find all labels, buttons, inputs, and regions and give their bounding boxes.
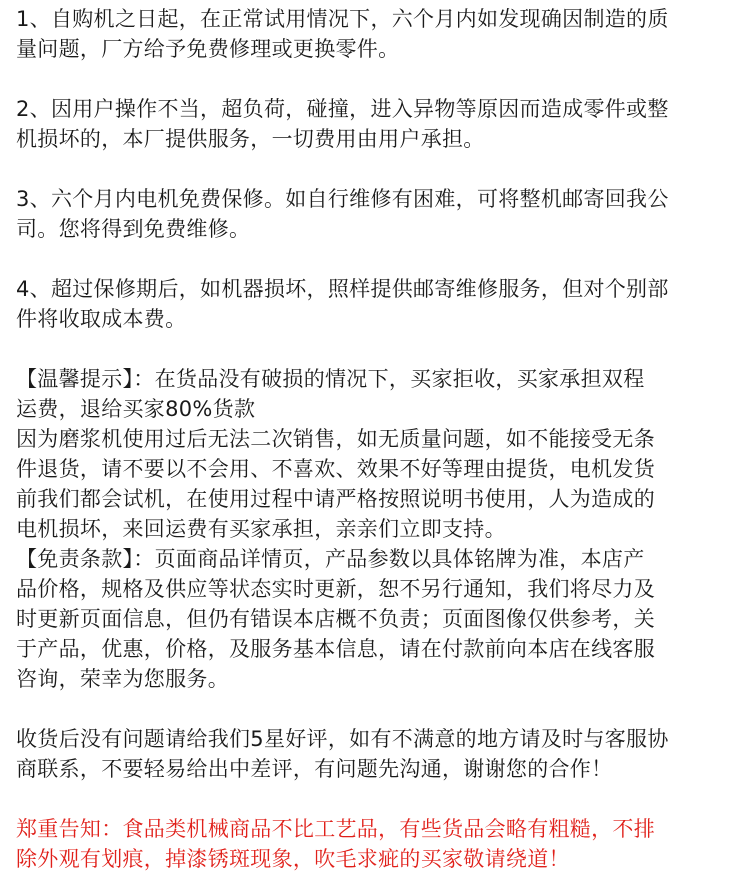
spacer	[16, 244, 738, 274]
review-request: 收货后没有问题请给我们5星好评，如有不满意的地方请及时与客服协 商联系，不要轻易给出中差评，有问题先沟通，谢谢您的合作！	[16, 727, 669, 781]
spacer	[16, 784, 738, 814]
warranty-clause-1: 1、自购机之日起，在正常试用情况下，六个月内如发现确因制造的质 量问题，厂方给予免费修理或更换零件。	[16, 7, 669, 61]
spacer	[16, 334, 738, 364]
notice-and-disclaimer: 【温馨提示】：在货品没有破损的情况下，买家拒收，买家承担双程 运费，退给买家80%货款 因为磨浆机使用过后无法二次销售，如无质量问题，如不能接受无条 件退货，请不要以不会用、不喜欢、效果不好等理由提货，电机发货 前我们都会试机，在使用过程中请严格按照说明书使用，人为造成的 电机损坏，来回运费有买家承担，亲亲们立即支持。 【免责条款】：页面商品详情页，产品参数以具体铭牌为准，本店产 品价格，规格及供应等状态实时更新，恕不另行通知，我们将尽力及 时更新页面信息，但仍有错误本店概不负责；页面图像仅供参考，关 于产品，优惠，价格，及服务基本信息，请在付款前向本店在线客服 咨询，荣幸为您服务。	[16, 367, 655, 691]
warranty-clause-2: 2、因用户操作不当，超负荷，碰撞，进入异物等原因而造成零件或整 机损坏的，本厂提供服务，一切费用由用户承担。	[16, 97, 669, 151]
spacer	[16, 154, 738, 184]
warranty-clause-4: 4、超过保修期后，如机器损坏，照样提供邮寄维修服务，但对个别部 件将收取成本费。	[16, 277, 669, 331]
solemn-notice: 郑重告知：食品类机械商品不比工艺品，有些货品会略有粗糙，不排 除外观有划痕，掉漆锈斑现象，吹毛求疵的买家敬请绕道！	[16, 817, 655, 871]
spacer	[16, 64, 738, 94]
warranty-clause-3: 3、六个月内电机免费保修。如自行维修有困难，可将整机邮寄回我公 司。您将得到免费维修。	[16, 187, 669, 241]
warranty-document	[16, 4, 738, 874]
spacer	[16, 694, 738, 724]
